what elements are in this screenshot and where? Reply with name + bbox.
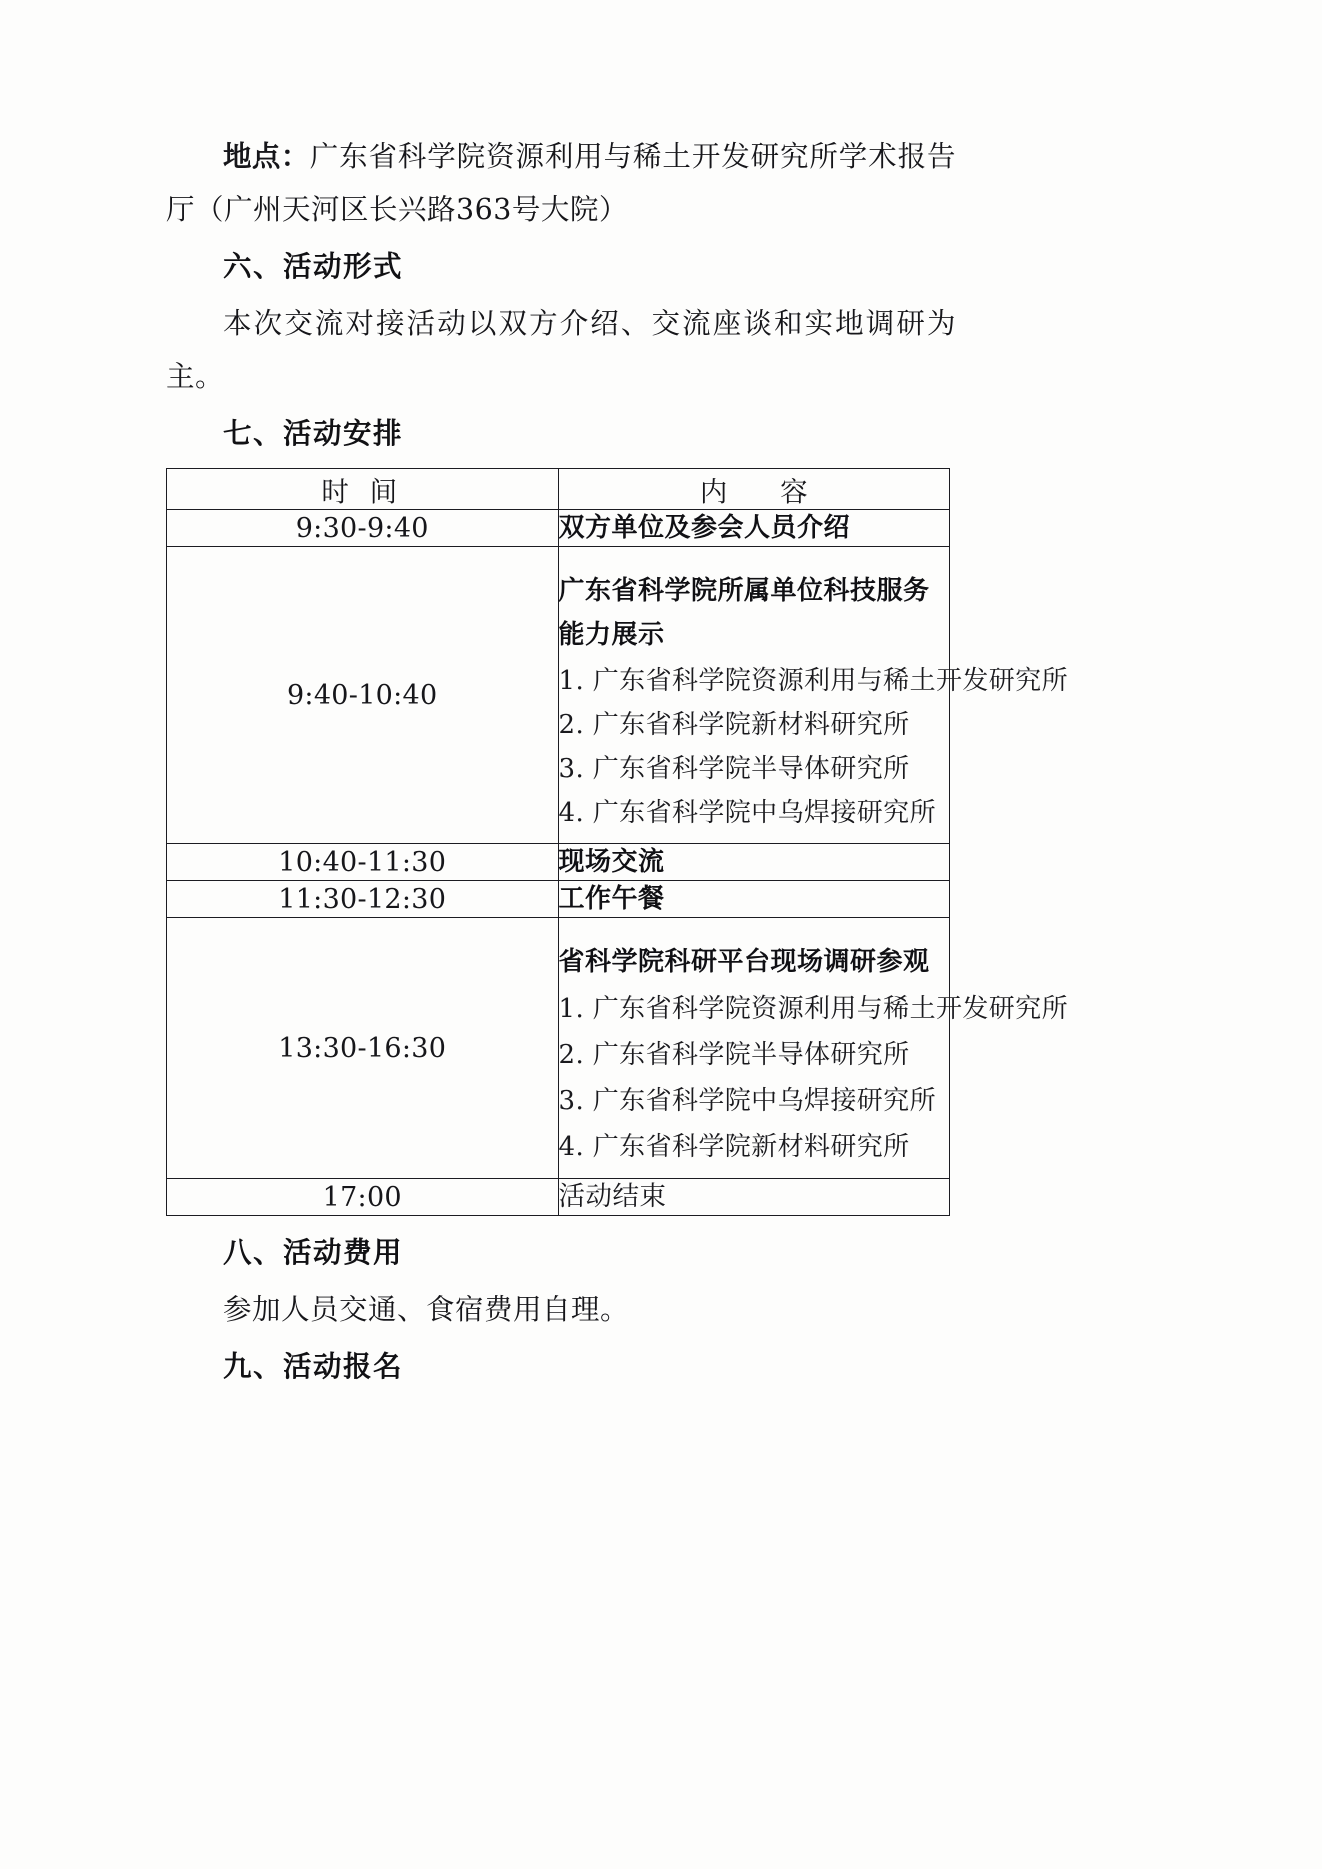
activity-cost-paragraph: 参加人员交通、食宿费用自理。 [223,1293,630,1326]
location-label: 地点： [223,140,310,173]
table-header-content [558,469,950,510]
schedule-table [166,468,1068,1216]
location-paragraph [166,130,956,236]
row-title: 双方单位及参会人员介绍 [558,513,851,543]
row-content [558,844,950,881]
row-time: 10:40-11:30 [167,844,559,881]
section-heading-6: 六、活动形式 [223,250,404,283]
list-item: 3. 广东省科学院中乌焊接研究所 [558,1086,936,1116]
list-item: 1. 广东省科学院资源利用与稀土开发研究所 [558,666,1068,696]
section-heading-7: 七、活动安排 [223,417,404,450]
table-row [167,547,950,844]
table-row [167,1179,950,1216]
row-time: 13:30-16:30 [167,918,559,1179]
table-row [167,881,950,918]
row-time: 17:00 [167,1179,559,1216]
spacer [559,918,950,940]
row-time: 9:30-9:40 [167,510,559,547]
row-time: 11:30-12:30 [167,881,559,918]
row-content [558,881,950,918]
row-time: 9:40-10:40 [167,547,559,844]
document-body [166,130,1068,1397]
row-title: 省科学院科研平台现场调研参观 [558,947,930,977]
row-item-list [558,659,1068,835]
list-item: 2. 广东省科学院新材料研究所 [558,710,910,740]
table-header-time: 时 间 [167,469,559,510]
table-header-content-part1: 内 [699,476,728,508]
row-title: 广东省科学院所属单位科技服务能力展示 [558,576,930,650]
row-title: 现场交流 [558,847,665,877]
row-item-list [558,986,1068,1170]
row-content [558,547,1068,844]
schedule-table-wrapper [166,468,1068,1216]
row-content [558,510,950,547]
spacer [559,835,950,843]
spacer [559,547,950,569]
row-content [558,918,1068,1179]
row-title: 工作午餐 [558,884,665,914]
spacer [559,1170,950,1178]
list-item: 4. 广东省科学院中乌焊接研究所 [558,798,936,828]
list-item: 4. 广东省科学院新材料研究所 [558,1132,910,1162]
activity-format-paragraph: 本次交流对接活动以双方介绍、交流座谈和实地调研为主。 [166,307,956,393]
list-item: 2. 广东省科学院半导体研究所 [558,1040,910,1070]
table-row [167,918,950,1179]
table-header-content-part2: 容 [780,476,808,508]
table-row [167,510,950,547]
location-text: 广东省科学院资源利用与稀土开发研究所学术报告厅（广州天河区长兴路363号大院） [166,140,956,226]
list-item: 1. 广东省科学院资源利用与稀土开发研究所 [558,994,1068,1024]
section-heading-8: 八、活动费用 [223,1236,404,1269]
row-title: 活动结束 [558,1181,667,1212]
list-item: 3. 广东省科学院半导体研究所 [558,754,910,784]
section-heading-9: 九、活动报名 [223,1350,404,1383]
table-row [167,844,950,881]
table-header-row [167,469,950,510]
row-content [558,1179,950,1216]
